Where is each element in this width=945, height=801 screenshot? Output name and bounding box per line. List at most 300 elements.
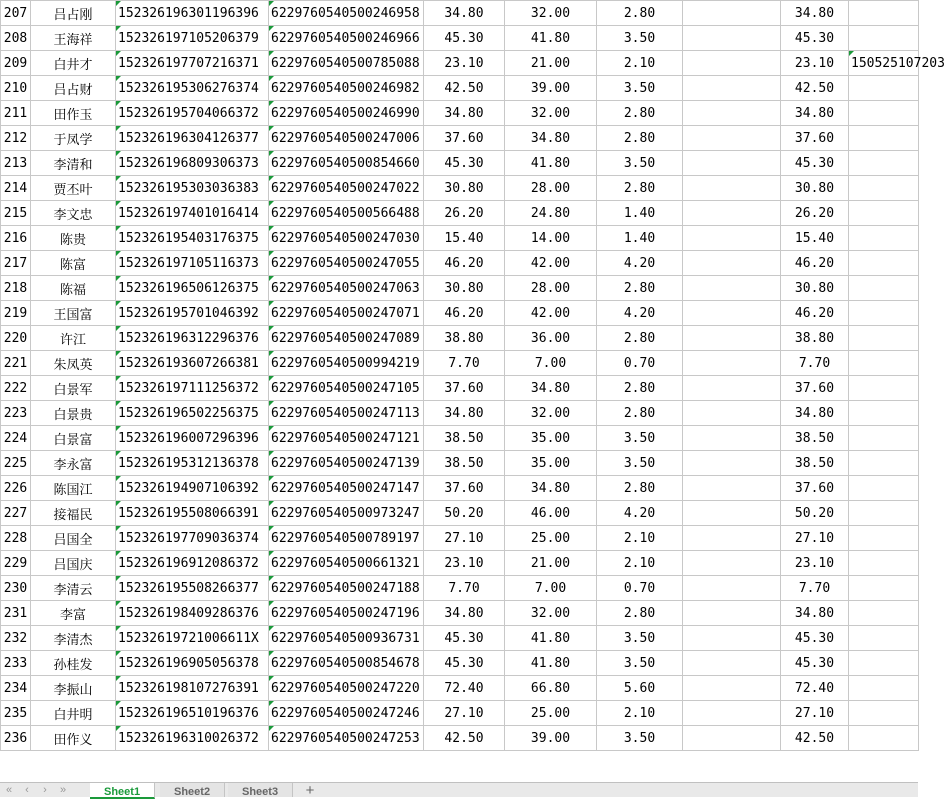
last-sheet-icon[interactable]: »	[59, 784, 67, 796]
extra-cell[interactable]	[849, 201, 919, 226]
amount-cell[interactable]: 23.10	[781, 551, 849, 576]
table-row	[1, 401, 919, 426]
amount-cell[interactable]: 37.60	[781, 476, 849, 501]
amount-cell[interactable]	[683, 326, 781, 351]
table-row	[1, 226, 919, 251]
amount-cell[interactable]	[683, 501, 781, 526]
amount-cell[interactable]: 34.80	[424, 101, 505, 126]
row-header: 227	[1, 501, 31, 526]
name-cell[interactable]: 李清杰	[31, 626, 116, 651]
amount-cell[interactable]: 46.20	[424, 251, 505, 276]
amount-cell[interactable]	[683, 476, 781, 501]
name-cell[interactable]: 王国富	[31, 301, 116, 326]
amount-cell[interactable]: 3.50	[597, 726, 683, 751]
account-number-cell[interactable]: 6229760540500247063	[269, 276, 424, 301]
name-cell[interactable]: 白井明	[31, 701, 116, 726]
amount-cell[interactable]: 37.60	[781, 376, 849, 401]
row-header: 213	[1, 151, 31, 176]
name-cell[interactable]: 王海祥	[31, 26, 116, 51]
amount-cell[interactable]: 3.50	[597, 426, 683, 451]
account-number-cell[interactable]: 6229760540500973247	[269, 501, 424, 526]
amount-cell[interactable]: 7.00	[505, 576, 597, 601]
amount-cell[interactable]: 30.80	[781, 176, 849, 201]
name-cell[interactable]: 李富	[31, 601, 116, 626]
amount-cell[interactable]: 30.80	[424, 176, 505, 201]
amount-cell[interactable]: 45.30	[781, 151, 849, 176]
amount-cell[interactable]	[683, 576, 781, 601]
extra-cell[interactable]	[849, 126, 919, 151]
name-cell[interactable]: 陈福	[31, 276, 116, 301]
amount-cell[interactable]: 2.10	[597, 526, 683, 551]
id-number-cell[interactable]: 152326196905056378	[116, 651, 269, 676]
name-cell[interactable]: 李永富	[31, 451, 116, 476]
account-number-cell[interactable]: 6229760540500246990	[269, 101, 424, 126]
amount-cell[interactable]	[683, 376, 781, 401]
amount-cell[interactable]: 0.70	[597, 576, 683, 601]
amount-cell[interactable]: 1.40	[597, 226, 683, 251]
name-cell[interactable]: 陈富	[31, 251, 116, 276]
table-row	[1, 126, 919, 151]
sheet-nav-arrows[interactable]	[0, 783, 90, 797]
amount-cell[interactable]	[683, 51, 781, 76]
extra-cell[interactable]	[849, 276, 919, 301]
sheet-tab-bar	[0, 782, 918, 797]
extra-cell[interactable]	[849, 701, 919, 726]
amount-cell[interactable]	[683, 676, 781, 701]
amount-cell[interactable]: 37.60	[424, 476, 505, 501]
id-number-cell[interactable]: 152326197105206379	[116, 26, 269, 51]
account-number-cell[interactable]: 6229760540500661321	[269, 551, 424, 576]
id-number-cell[interactable]: 152326197401016414	[116, 201, 269, 226]
amount-cell[interactable]: 34.80	[424, 601, 505, 626]
id-number-cell[interactable]: 152326195508266377	[116, 576, 269, 601]
id-number-cell[interactable]: 152326196809306373	[116, 151, 269, 176]
amount-cell[interactable]: 27.10	[781, 701, 849, 726]
amount-cell[interactable]: 2.10	[597, 701, 683, 726]
table-row	[1, 726, 919, 751]
account-number-cell[interactable]: 6229760540500247055	[269, 251, 424, 276]
amount-cell[interactable]: 42.50	[781, 726, 849, 751]
account-number-cell[interactable]: 6229760540500247022	[269, 176, 424, 201]
amount-cell[interactable]: 2.10	[597, 51, 683, 76]
amount-cell[interactable]: 4.20	[597, 501, 683, 526]
amount-cell[interactable]: 32.00	[505, 401, 597, 426]
account-number-cell[interactable]: 6229760540500247105	[269, 376, 424, 401]
name-cell[interactable]: 白景富	[31, 426, 116, 451]
extra-cell[interactable]	[849, 76, 919, 101]
amount-cell[interactable]: 72.40	[424, 676, 505, 701]
amount-cell[interactable]: 4.20	[597, 301, 683, 326]
amount-cell[interactable]: 46.20	[781, 251, 849, 276]
id-number-cell[interactable]: 152326198107276391	[116, 676, 269, 701]
account-number-cell[interactable]: 6229760540500247139	[269, 451, 424, 476]
name-cell[interactable]: 李清和	[31, 151, 116, 176]
id-number-cell[interactable]: 152326197105116373	[116, 251, 269, 276]
extra-cell[interactable]	[849, 151, 919, 176]
amount-cell[interactable]	[683, 401, 781, 426]
amount-cell[interactable]	[683, 526, 781, 551]
extra-cell[interactable]	[849, 376, 919, 401]
name-cell[interactable]: 李清云	[31, 576, 116, 601]
amount-cell[interactable]: 38.50	[781, 426, 849, 451]
account-number-cell[interactable]: 6229760540500854660	[269, 151, 424, 176]
amount-cell[interactable]: 30.80	[781, 276, 849, 301]
account-number-cell[interactable]: 6229760540500247089	[269, 326, 424, 351]
amount-cell[interactable]: 23.10	[781, 51, 849, 76]
table-row	[1, 376, 919, 401]
amount-cell[interactable]: 45.30	[781, 26, 849, 51]
add-sheet-icon[interactable]: +	[305, 782, 315, 799]
amount-cell[interactable]	[683, 701, 781, 726]
account-number-cell[interactable]: 6229760540500247147	[269, 476, 424, 501]
name-cell[interactable]: 白井才	[31, 51, 116, 76]
id-number-cell[interactable]: 152326196312296376	[116, 326, 269, 351]
amount-cell[interactable]: 42.50	[781, 76, 849, 101]
amount-cell[interactable]: 39.00	[505, 726, 597, 751]
amount-cell[interactable]	[683, 601, 781, 626]
amount-cell[interactable]: 37.60	[424, 126, 505, 151]
amount-cell[interactable]	[683, 651, 781, 676]
table-row	[1, 551, 919, 576]
id-number-cell[interactable]: 152326196912086372	[116, 551, 269, 576]
extra-cell[interactable]	[849, 626, 919, 651]
name-cell[interactable]: 吕国全	[31, 526, 116, 551]
amount-cell[interactable]	[683, 551, 781, 576]
amount-cell[interactable]: 3.50	[597, 76, 683, 101]
extra-cell[interactable]	[849, 576, 919, 601]
amount-cell[interactable]: 24.80	[505, 201, 597, 226]
extra-cell[interactable]	[849, 676, 919, 701]
extra-cell[interactable]	[849, 176, 919, 201]
amount-cell[interactable]: 34.80	[424, 401, 505, 426]
amount-cell[interactable]: 2.80	[597, 1, 683, 26]
amount-cell[interactable]	[683, 76, 781, 101]
amount-cell[interactable]: 1.40	[597, 201, 683, 226]
prev-sheet-icon[interactable]: ‹	[25, 784, 29, 796]
amount-cell[interactable]: 27.10	[424, 526, 505, 551]
amount-cell[interactable]: 21.00	[505, 551, 597, 576]
name-cell[interactable]: 吕国庆	[31, 551, 116, 576]
amount-cell[interactable]: 26.20	[424, 201, 505, 226]
amount-cell[interactable]: 2.80	[597, 326, 683, 351]
amount-cell[interactable]: 4.20	[597, 251, 683, 276]
amount-cell[interactable]: 42.00	[505, 301, 597, 326]
amount-cell[interactable]: 45.30	[424, 26, 505, 51]
amount-cell[interactable]: 45.30	[424, 651, 505, 676]
id-number-cell[interactable]: 152326193607266381	[116, 351, 269, 376]
account-number-cell[interactable]: 6229760540500247246	[269, 701, 424, 726]
next-sheet-icon[interactable]: ›	[43, 784, 47, 796]
amount-cell[interactable]	[683, 201, 781, 226]
amount-cell[interactable]	[683, 426, 781, 451]
amount-cell[interactable]: 27.10	[781, 526, 849, 551]
id-number-cell[interactable]: 152326196304126377	[116, 126, 269, 151]
account-number-cell[interactable]: 6229760540500247113	[269, 401, 424, 426]
amount-cell[interactable]: 38.80	[424, 326, 505, 351]
amount-cell[interactable]: 27.10	[424, 701, 505, 726]
amount-cell[interactable]: 3.50	[597, 451, 683, 476]
amount-cell[interactable]: 45.30	[781, 626, 849, 651]
row-header: 236	[1, 726, 31, 751]
amount-cell[interactable]	[683, 101, 781, 126]
account-number-cell[interactable]: 6229760540500936731	[269, 626, 424, 651]
amount-cell[interactable]: 38.80	[781, 326, 849, 351]
account-number-cell[interactable]: 6229760540500246966	[269, 26, 424, 51]
row-header: 226	[1, 476, 31, 501]
id-number-cell[interactable]: 152326197111256372	[116, 376, 269, 401]
name-cell[interactable]: 白景军	[31, 376, 116, 401]
id-number-cell[interactable]: 152326196506126375	[116, 276, 269, 301]
id-number-cell[interactable]: 152326195312136378	[116, 451, 269, 476]
account-number-cell[interactable]: 6229760540500994219	[269, 351, 424, 376]
row-header: 207	[1, 1, 31, 26]
amount-cell[interactable]: 41.80	[505, 651, 597, 676]
amount-cell[interactable]: 34.80	[781, 1, 849, 26]
extra-cell[interactable]	[849, 451, 919, 476]
amount-cell[interactable]	[683, 251, 781, 276]
amount-cell[interactable]: 34.80	[781, 401, 849, 426]
row-header: 217	[1, 251, 31, 276]
extra-cell[interactable]	[849, 526, 919, 551]
account-number-cell[interactable]: 6229760540500247188	[269, 576, 424, 601]
name-cell[interactable]: 贾丕叶	[31, 176, 116, 201]
amount-cell[interactable]: 34.80	[781, 601, 849, 626]
amount-cell[interactable]: 2.80	[597, 601, 683, 626]
amount-cell[interactable]: 30.80	[424, 276, 505, 301]
extra-cell[interactable]	[849, 651, 919, 676]
amount-cell[interactable]: 50.20	[781, 501, 849, 526]
amount-cell[interactable]: 72.40	[781, 676, 849, 701]
account-number-cell[interactable]: 6229760540500247196	[269, 601, 424, 626]
account-number-cell[interactable]: 6229760540500247006	[269, 126, 424, 151]
tab-sheet3[interactable]: Sheet3	[228, 783, 293, 797]
amount-cell[interactable]: 41.80	[505, 26, 597, 51]
amount-cell[interactable]: 2.80	[597, 376, 683, 401]
amount-cell[interactable]	[683, 726, 781, 751]
amount-cell[interactable]: 34.80	[781, 101, 849, 126]
amount-cell[interactable]: 42.00	[505, 251, 597, 276]
amount-cell[interactable]: 23.10	[424, 551, 505, 576]
amount-cell[interactable]: 2.80	[597, 126, 683, 151]
id-number-cell[interactable]: 152326196007296396	[116, 426, 269, 451]
first-sheet-icon[interactable]: «	[5, 784, 13, 796]
row-header: 224	[1, 426, 31, 451]
amount-cell[interactable]: 26.20	[781, 201, 849, 226]
amount-cell[interactable]: 2.80	[597, 401, 683, 426]
amount-cell[interactable]: 3.50	[597, 626, 683, 651]
table-row	[1, 151, 919, 176]
amount-cell[interactable]: 23.10	[424, 51, 505, 76]
id-number-cell[interactable]: 152326196502256375	[116, 401, 269, 426]
amount-cell[interactable]: 2.80	[597, 176, 683, 201]
amount-cell[interactable]	[683, 26, 781, 51]
name-cell[interactable]: 白景贵	[31, 401, 116, 426]
name-cell[interactable]: 李振山	[31, 676, 116, 701]
amount-cell[interactable]	[683, 351, 781, 376]
amount-cell[interactable]: 66.80	[505, 676, 597, 701]
extra-cell[interactable]	[849, 501, 919, 526]
amount-cell[interactable]: 34.80	[505, 476, 597, 501]
account-number-cell[interactable]: 6229760540500247121	[269, 426, 424, 451]
name-cell[interactable]: 李文忠	[31, 201, 116, 226]
extra-cell[interactable]	[849, 251, 919, 276]
amount-cell[interactable]	[683, 301, 781, 326]
id-number-cell[interactable]: 152326195303036383	[116, 176, 269, 201]
id-number-cell[interactable]: 152326195306276374	[116, 76, 269, 101]
id-number-cell[interactable]: 152326195508066391	[116, 501, 269, 526]
extra-cell[interactable]	[849, 226, 919, 251]
id-number-cell[interactable]: 15232619721006611X	[116, 626, 269, 651]
tab-sheet1[interactable]: Sheet1	[90, 783, 155, 799]
id-number-cell[interactable]: 152326196310026372	[116, 726, 269, 751]
amount-cell[interactable]: 3.50	[597, 26, 683, 51]
id-number-cell[interactable]: 152326196510196376	[116, 701, 269, 726]
amount-cell[interactable]: 45.30	[781, 651, 849, 676]
account-number-cell[interactable]: 6229760540500566488	[269, 201, 424, 226]
amount-cell[interactable]: 45.30	[424, 626, 505, 651]
extra-cell[interactable]	[849, 426, 919, 451]
account-number-cell[interactable]: 6229760540500247071	[269, 301, 424, 326]
amount-cell[interactable]: 25.00	[505, 526, 597, 551]
amount-cell[interactable]: 34.80	[505, 126, 597, 151]
extra-cell[interactable]	[849, 101, 919, 126]
amount-cell[interactable]: 0.70	[597, 351, 683, 376]
id-number-cell[interactable]: 152326194907106392	[116, 476, 269, 501]
amount-cell[interactable]: 50.20	[424, 501, 505, 526]
row-header: 230	[1, 576, 31, 601]
amount-cell[interactable]: 2.80	[597, 276, 683, 301]
id-number-cell[interactable]: 152326195701046392	[116, 301, 269, 326]
amount-cell[interactable]: 2.10	[597, 551, 683, 576]
extra-cell[interactable]	[849, 401, 919, 426]
extra-cell[interactable]	[849, 476, 919, 501]
amount-cell[interactable]: 39.00	[505, 76, 597, 101]
amount-cell[interactable]	[683, 176, 781, 201]
amount-cell[interactable]: 35.00	[505, 426, 597, 451]
amount-cell[interactable]: 2.80	[597, 476, 683, 501]
extra-cell[interactable]	[849, 326, 919, 351]
amount-cell[interactable]: 21.00	[505, 51, 597, 76]
id-number-cell[interactable]: 152326198409286376	[116, 601, 269, 626]
extra-cell[interactable]	[849, 726, 919, 751]
extra-cell[interactable]	[849, 301, 919, 326]
amount-cell[interactable]: 46.00	[505, 501, 597, 526]
account-number-cell[interactable]: 6229760540500854678	[269, 651, 424, 676]
extra-cell[interactable]	[849, 551, 919, 576]
amount-cell[interactable]: 28.00	[505, 176, 597, 201]
row-header: 209	[1, 51, 31, 76]
amount-cell[interactable]: 41.80	[505, 151, 597, 176]
name-cell[interactable]: 陈贵	[31, 226, 116, 251]
amount-cell[interactable]: 7.00	[505, 351, 597, 376]
id-number-cell[interactable]: 152326197709036374	[116, 526, 269, 551]
extra-cell[interactable]	[849, 26, 919, 51]
name-cell[interactable]: 许江	[31, 326, 116, 351]
name-cell[interactable]: 吕占财	[31, 76, 116, 101]
account-number-cell[interactable]: 6229760540500247030	[269, 226, 424, 251]
amount-cell[interactable]: 3.50	[597, 151, 683, 176]
amount-cell[interactable]	[683, 151, 781, 176]
tab-sheet2[interactable]: Sheet2	[160, 783, 225, 797]
amount-cell[interactable]: 42.50	[424, 76, 505, 101]
amount-cell[interactable]: 28.00	[505, 276, 597, 301]
name-cell[interactable]: 孙桂发	[31, 651, 116, 676]
id-number-cell[interactable]: 152326196301196396	[116, 1, 269, 26]
account-number-cell[interactable]: 6229760540500246982	[269, 76, 424, 101]
amount-cell[interactable]: 32.00	[505, 101, 597, 126]
name-cell[interactable]: 接福民	[31, 501, 116, 526]
amount-cell[interactable]: 34.80	[424, 1, 505, 26]
amount-cell[interactable]: 36.00	[505, 326, 597, 351]
name-cell[interactable]: 田作玉	[31, 101, 116, 126]
id-number-cell[interactable]: 152326195704066372	[116, 101, 269, 126]
amount-cell[interactable]: 7.70	[781, 576, 849, 601]
amount-cell[interactable]: 7.70	[424, 576, 505, 601]
extra-cell[interactable]: 150525107203	[849, 51, 919, 76]
extra-cell[interactable]	[849, 1, 919, 26]
name-cell[interactable]: 吕占刚	[31, 1, 116, 26]
amount-cell[interactable]: 7.70	[781, 351, 849, 376]
row-header: 214	[1, 176, 31, 201]
account-number-cell[interactable]: 6229760540500246958	[269, 1, 424, 26]
amount-cell[interactable]	[683, 276, 781, 301]
account-number-cell[interactable]: 6229760540500247253	[269, 726, 424, 751]
amount-cell[interactable]: 14.00	[505, 226, 597, 251]
amount-cell[interactable]: 41.80	[505, 626, 597, 651]
amount-cell[interactable]: 34.80	[505, 376, 597, 401]
amount-cell[interactable]	[683, 126, 781, 151]
name-cell[interactable]: 田作义	[31, 726, 116, 751]
amount-cell[interactable]: 2.80	[597, 101, 683, 126]
amount-cell[interactable]: 38.50	[424, 451, 505, 476]
name-cell[interactable]: 陈国江	[31, 476, 116, 501]
amount-cell[interactable]: 7.70	[424, 351, 505, 376]
amount-cell[interactable]: 38.50	[781, 451, 849, 476]
account-number-cell[interactable]: 6229760540500247220	[269, 676, 424, 701]
name-cell[interactable]: 于凤学	[31, 126, 116, 151]
row-header: 210	[1, 76, 31, 101]
extra-cell[interactable]	[849, 601, 919, 626]
amount-cell[interactable]: 32.00	[505, 601, 597, 626]
amount-cell[interactable]: 46.20	[424, 301, 505, 326]
amount-cell[interactable]: 46.20	[781, 301, 849, 326]
amount-cell[interactable]	[683, 451, 781, 476]
amount-cell[interactable]: 38.50	[424, 426, 505, 451]
extra-cell[interactable]	[849, 351, 919, 376]
id-number-cell[interactable]: 152326197707216371	[116, 51, 269, 76]
amount-cell[interactable]: 32.00	[505, 1, 597, 26]
amount-cell[interactable]	[683, 626, 781, 651]
id-number-cell[interactable]: 152326195403176375	[116, 226, 269, 251]
amount-cell[interactable]	[683, 1, 781, 26]
amount-cell[interactable]: 15.40	[424, 226, 505, 251]
amount-cell[interactable]: 42.50	[424, 726, 505, 751]
account-number-cell[interactable]: 6229760540500789197	[269, 526, 424, 551]
amount-cell[interactable]: 25.00	[505, 701, 597, 726]
amount-cell[interactable]: 15.40	[781, 226, 849, 251]
amount-cell[interactable]: 5.60	[597, 676, 683, 701]
amount-cell[interactable]	[683, 226, 781, 251]
amount-cell[interactable]: 35.00	[505, 451, 597, 476]
amount-cell[interactable]: 37.60	[424, 376, 505, 401]
amount-cell[interactable]: 45.30	[424, 151, 505, 176]
amount-cell[interactable]: 3.50	[597, 651, 683, 676]
account-number-cell[interactable]: 6229760540500785088	[269, 51, 424, 76]
table-row	[1, 451, 919, 476]
amount-cell[interactable]: 37.60	[781, 126, 849, 151]
table-row	[1, 326, 919, 351]
name-cell[interactable]: 朱凤英	[31, 351, 116, 376]
